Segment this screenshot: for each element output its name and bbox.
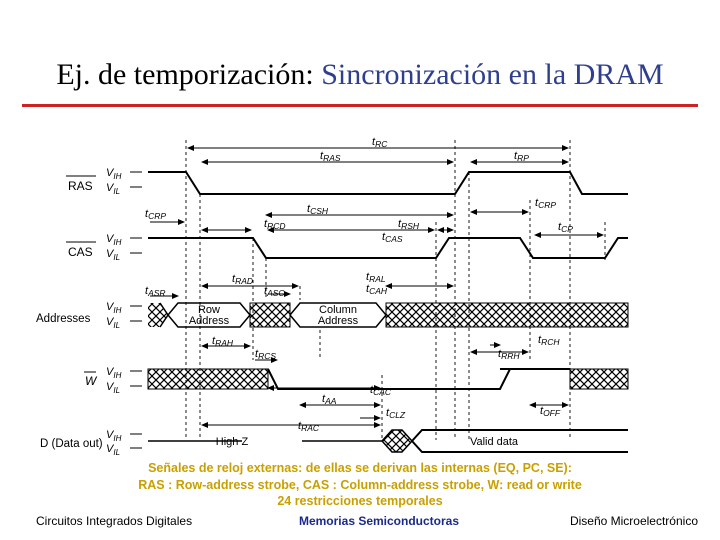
svg-text:VIH: $V_{IH}$ (106, 429, 122, 443)
caption-line-2: RAS : Row-address strobe, CAS : Column-address strobe, W: read or write (138, 477, 582, 492)
row-address-label: Row (197, 304, 221, 316)
svg-text:VIL: $V_{IL}$ (106, 381, 121, 395)
valid-data-label: Valid data (469, 436, 519, 448)
param-tcas: tCAS (382, 231, 403, 244)
label-dout: D (Data out) (40, 438, 103, 450)
param-tcrp2: tCRP (535, 197, 557, 210)
param-trsh: tRSH (398, 218, 420, 231)
param-tcrp: tCRP (145, 208, 167, 221)
svg-text:VIH: $V_{IH}$ (106, 366, 122, 380)
param-tcsh: tCSH (307, 203, 329, 216)
param-taa: tAA (322, 393, 337, 406)
column-address-label: Column (319, 304, 357, 316)
param-trch: tRCH (538, 334, 560, 347)
addresses-wave (148, 303, 628, 327)
param-tclz: tCLZ (386, 407, 406, 420)
param-trcd: tRCD (264, 218, 286, 231)
caption (0, 460, 720, 510)
footer-center: Memorias Semiconductoras (298, 514, 460, 528)
svg-text:VIH: $V_{IH}$ (106, 233, 122, 247)
svg-text:VIL: $V_{IL}$ (106, 182, 121, 196)
label-addresses: Addresses (36, 313, 91, 325)
svg-text:Address: Address (317, 315, 359, 327)
param-trcs: tRCS (255, 348, 277, 361)
ras-wave (148, 172, 628, 194)
param-trc: tRC (372, 136, 388, 149)
param-trad: tRAD (232, 273, 254, 286)
voltage-labels (106, 167, 122, 457)
caption-line-3: 24 restricciones temporales (277, 494, 443, 508)
param-trah: tRAH (212, 335, 234, 348)
label-cas: CAS (68, 245, 93, 259)
footer-left: Circuitos Integrados Digitales (36, 514, 193, 528)
svg-text:VIL: $V_{IL}$ (106, 248, 121, 262)
param-tcac: tCAC (370, 384, 392, 397)
param-trp: tRP (514, 150, 529, 163)
timing-diagram (0, 125, 720, 460)
param-tcp: tCP (558, 221, 573, 234)
label-ras: RAS (68, 179, 93, 193)
reference-lines (186, 140, 605, 440)
label-w: W (85, 374, 97, 388)
param-trrh: tRRH (498, 348, 520, 361)
dout-wave (148, 430, 628, 452)
w-wave (148, 369, 628, 389)
param-tasc: tASC (264, 285, 285, 298)
highz-label: High Z (215, 436, 249, 448)
voltage-ticks (130, 172, 142, 448)
title-rule (22, 104, 698, 107)
signal-labels (36, 176, 103, 450)
svg-text:VIL: $V_{IL}$ (106, 443, 121, 457)
title-prefix: Ej. de temporización: (56, 58, 322, 91)
svg-text:Address: Address (188, 315, 230, 327)
param-tcah: tCAH (366, 283, 388, 296)
slide-title (0, 58, 720, 92)
footer-right: Diseño Microelectrónico (569, 514, 698, 528)
caption-line-1: Señales de reloj externas: de ellas se derivan las internas (EQ, PC, SE): (148, 461, 572, 475)
param-toff: tOFF (540, 405, 561, 418)
svg-text:VIH: $V_{IH}$ (106, 301, 122, 315)
svg-text:VIH: $V_{IH}$ (106, 167, 122, 181)
param-tasr: tASR (145, 285, 166, 298)
param-trac: tRAC (298, 420, 320, 433)
svg-text:VIL: $V_{IL}$ (106, 316, 121, 330)
param-tras: tRAS (320, 150, 341, 163)
title-highlight: Sincronización en la DRAM (321, 58, 664, 91)
param-tral: tRAL (366, 271, 386, 284)
